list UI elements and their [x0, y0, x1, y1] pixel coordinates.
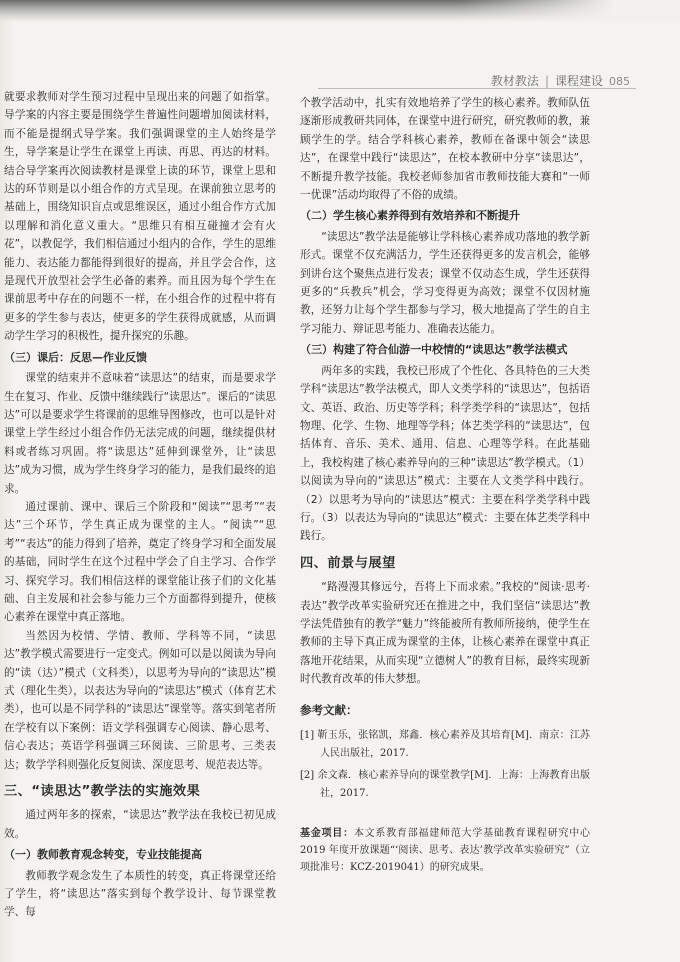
- paragraph: 当然因为校情、学情、教师、学科等不同，“读思达”教学模式需要进行一定变式。例如可以是以阅读为导向的“读（达）”模式（文科类），以思考为导向的“读思达”模式（理化生类），以表达为导向的“读思达”模式（体育艺术类），也可以是不同学科的“读思达”课堂等。落实到笔者所在学校有以下案例：语文学科强调专心阅读、静心思考、信心表达；英语学科强调三环阅读、三阶思考、三类表达；数学学科则强化反复阅读、深度思考、规范表达等。: [4, 629, 276, 771]
- paragraph: 就要求教师对学生预习过程中呈现出来的问题了如指掌。导学案的内容主要是围绕学生普遍性问题增加阅读材料，而不能是提纲式导学案。我们强调课堂的主人始终是学生，导学案是让学生在课堂上再读、再思、再达的材料。结合导学案再次阅读教材是课堂上读的环节，课堂上思和达的环节则是以小组合作的方式呈现。在课前独立思考的基础上，围绕知识盲点或思维误区，通过小组合作方式加以理解和消化意义重大。“思维只有相互碰撞才会有火花”，以教促学，我们相信通过小组内的合作，学生的思维能力、表达能力都能得到很好的提高，并且学会合作，这是现代开放型社会学生必备的素养。而且因为每个学生在课前思考中存在的问题不一样，在小组合作的过程中将有更多的学生参与表达，使更多的学生获得成就感，从而调动学生学习的积极性，提升探究的乐趣。: [4, 91, 276, 343]
- header-rule: [318, 88, 636, 89]
- paragraph: “读思达”教学法是能够让学科核心素养成功落地的教学新形式。课堂不仅充满活力，学生还获得更多的发言机会，能够到讲台这个聚焦点进行发表；课堂不仅动态生成，学生还获得更多的“兵教兵”机会，学习变得更为高效；课堂不仅因材施教，还努力让每个学生都参与学习，极大地提高了学生的自主学习能力、辩证思考能力、准确表达能力。: [300, 230, 590, 335]
- paragraph: 课堂的结束并不意味着“读思达”的结束，而是要求学生在复习、作业、反馈中继续践行“读思达”。课后的“读思达”可以是要求学生将课前的思维导图修改，也可以是针对课堂上学生经过小组合作仍无法完成的问题，继续提供材料或者练习巩固。将“读思达”延伸到课堂外，让“读思达”成为习惯，成为学生终身学习的能力，是我们最终的追求。: [4, 372, 276, 495]
- subsection-heading: （二）学生核心素养得到有效培养和不断提升: [300, 209, 520, 223]
- funding-label: 基金项目：: [300, 828, 354, 839]
- paragraph: “路漫漫其修远兮，吾将上下而求索。”我校的“阅读·思考·表达”教学改革实验研究还在推进之中，我们坚信“读思达”教学法凭借独有的教学“魅力”终能被所有教师所接纳，使学生在教师的主导下真正成为课堂的主体，让核心素养在课堂中真正落地开花结果，从而实现“立德树人”的教育目标，最终实现新时代教育改革的伟大梦想。: [300, 581, 590, 686]
- subsection-heading: （三）构建了符合仙游一中校情的“读思达”教学法模式: [300, 343, 568, 357]
- scan-edge-shadow: [0, 0, 680, 22]
- header-section: 教材教法: [490, 74, 539, 88]
- paragraph: 两年多的实践，我校已形成了个性化、各具特色的三大类学科“读思达”教学法模式，即人文类学科的“读思达”，包括语文、英语、政治、历史等学科；科学类学科的“读思达”，包括物理、化学、生物、地理等学科；体艺类学科的“读思达”，包括体育、音乐、美术、通用、信息、心理等学科。在此基础上，我校构建了核心素养导向的三种“读思达”教学模式。（1）以阅读为导向的“读思达”模式：主要在人文类学科中践行。（2）以思考为导向的“读思达”模式：主要在科学类学科中践行。（3）以表达为导向的“读思达”模式：主要在体艺类学科中践行。: [300, 364, 590, 543]
- header-separator: |: [544, 74, 549, 88]
- reference-item: [2] 余文森．核心素养导向的课堂教学[M]．上海：上海教育出版社，2017.: [300, 770, 590, 799]
- funding-text: 本文系教育部福建师范大学基础教育课程研究中心 2019 年度开放课题“‘阅读、思考、表达’教学改革实验研究”（立项批准号：KCZ-2019041）的研究成果。: [300, 828, 591, 873]
- section-heading: 三、“读思达”教学法的实施效果: [4, 784, 201, 800]
- subsection-heading: （一）教师教育观念转变，专业技能提高: [4, 848, 202, 862]
- right-column: [300, 94, 590, 876]
- left-column: [4, 88, 276, 922]
- paragraph: 个教学活动中，扎实有效地培养了学生的核心素养。教师队伍逐渐形成教研共同体，在课堂中进行研究，研究教师的教，兼顾学生的学。结合学科核心素养，教师在备课中领会“读思达”，在课堂中践行“读思达”，在校本教研中分享“读思达”，不断提升教学技能。我校老师参加省市教师技能大赛和“一师一优课”活动均取得了不俗的成绩。: [300, 97, 590, 202]
- section-heading: 四、前景与展望: [300, 555, 396, 571]
- paragraph: 教师教学观念发生了本质性的转变，真正将课堂还给了学生，将“读思达”落实到每个教学设计、每节课堂教学、每: [4, 869, 276, 919]
- paragraph: 通过课前、课中、课后三个阶段和“阅读”“思考”“表达”三个环节，学生真正成为课堂的主人。“阅读”“思考”“表达”的能力得到了培养，奠定了终身学习和全面发展的基础，同时学生在这个过程中学会了自主学习、合作学习、探究学习。我们相信这样的课堂能让孩子们的文化基础、自主发展和社会参与能力三个方面都得到提升，使核心素养在课堂中真正落地。: [4, 500, 276, 624]
- page-number: 085: [609, 75, 630, 88]
- running-header: [491, 72, 630, 89]
- header-subsection: 课程建设: [554, 74, 603, 88]
- paragraph: 通过两年多的探索，“读思达”教学法在我校已初见成效。: [4, 809, 276, 840]
- subsection-heading: （三）课后：反思—作业反馈: [4, 350, 147, 364]
- reference-item: [1] 靳玉乐，张铭凯，郑鑫．核心素养及其培育[M]．南京：江苏人民出版社，2017.: [300, 730, 590, 759]
- references-heading: 参考文献：: [300, 702, 358, 717]
- funding-note: [300, 825, 590, 876]
